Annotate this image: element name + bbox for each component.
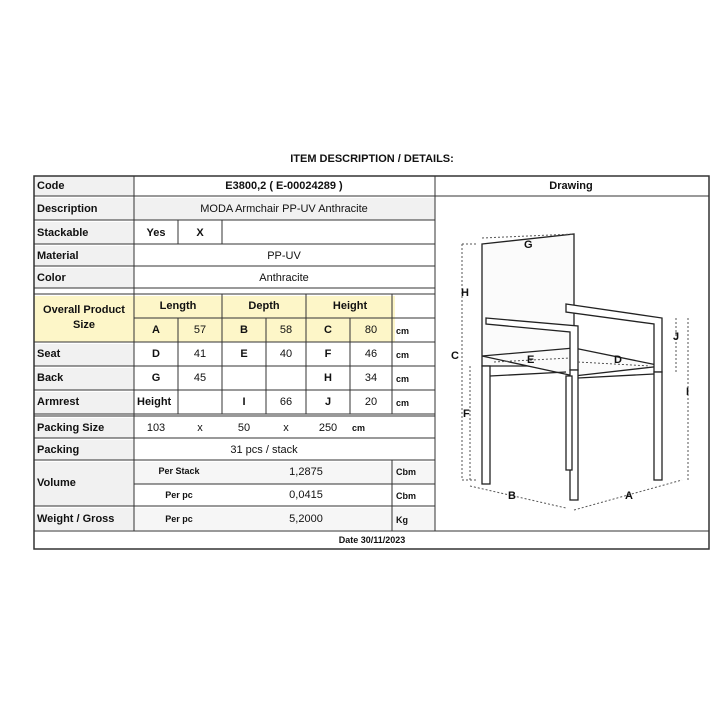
packing-size-label: Packing Size xyxy=(37,422,105,434)
dim-f-value: 46 xyxy=(364,348,378,360)
dim-d-letter: D xyxy=(152,348,160,360)
dim-b-value: 58 xyxy=(279,324,293,336)
dim-g-value: 45 xyxy=(193,372,207,384)
drawing-label-f: F xyxy=(463,408,470,420)
dim-c-letter: C xyxy=(324,324,332,336)
packing-size-height: 250 xyxy=(318,422,338,434)
dim-e-value: 40 xyxy=(279,348,293,360)
volume-per-stack-unit: Cbm xyxy=(396,467,416,477)
dim-j-letter: J xyxy=(324,396,332,408)
stackable-label: Stackable xyxy=(37,227,89,239)
drawing-label-e: E xyxy=(527,354,535,366)
drawing-label-i: I xyxy=(686,386,690,398)
dim-h-value: 34 xyxy=(364,372,378,384)
volume-per-stack-value: 1,2875 xyxy=(289,466,323,478)
volume-per-pc-unit: Cbm xyxy=(396,491,416,501)
weight-value: 5,2000 xyxy=(289,513,323,525)
packing-size-length: 103 xyxy=(146,422,166,434)
dim-j-value: 20 xyxy=(364,396,378,408)
depth-header: Depth xyxy=(248,300,280,312)
dim-i-letter: I xyxy=(242,396,246,408)
overall-label-line2: Size xyxy=(72,319,96,331)
armrest-label: Armrest xyxy=(37,396,80,408)
dim-a-letter: A xyxy=(152,324,160,336)
volume-per-pc-value: 0,0415 xyxy=(289,489,323,501)
weight-unit: Kg xyxy=(396,515,408,525)
packing-label: Packing xyxy=(37,444,80,456)
volume-per-pc-label: Per pc xyxy=(165,490,193,500)
drawing-label-c: C xyxy=(451,350,459,362)
armrest-height-label: Height xyxy=(137,396,172,408)
drawing-header: Drawing xyxy=(549,180,593,192)
dim-c-value: 80 xyxy=(364,324,378,336)
dim-d-value: 41 xyxy=(193,348,207,360)
back-unit: cm xyxy=(396,374,410,384)
material-label: Material xyxy=(37,250,79,262)
seat-unit: cm xyxy=(396,350,410,360)
drawing-label-b: B xyxy=(508,490,516,502)
volume-per-stack-label: Per Stack xyxy=(158,466,200,476)
armrest-unit: cm xyxy=(396,398,410,408)
packing-size-width: 50 xyxy=(237,422,251,434)
code-value: E3800,2 ( E-00024289 ) xyxy=(225,180,343,192)
page-title: ITEM DESCRIPTION / DETAILS: xyxy=(290,153,454,165)
packing-value: 31 pcs / stack xyxy=(230,444,298,456)
description-value: MODA Armchair PP-UV Anthracite xyxy=(200,203,368,215)
volume-label: Volume xyxy=(37,477,76,489)
drawing-label-h: H xyxy=(461,287,469,299)
stackable-yes: Yes xyxy=(146,227,166,239)
dim-g-letter: G xyxy=(151,372,161,384)
code-label: Code xyxy=(37,180,65,192)
packing-size-x2: x xyxy=(283,422,289,434)
dim-f-letter: F xyxy=(324,348,332,360)
length-header: Length xyxy=(159,300,197,312)
back-label: Back xyxy=(37,372,64,384)
dim-i-value: 66 xyxy=(279,396,293,408)
color-label: Color xyxy=(37,272,66,284)
stackable-mark: X xyxy=(196,227,204,239)
overall-label-line1: Overall Product xyxy=(43,304,125,316)
packing-size-x1: x xyxy=(197,422,203,434)
armchair-drawing xyxy=(482,234,662,500)
color-value: Anthracite xyxy=(259,272,309,284)
weight-per-pc-label: Per pc xyxy=(165,514,193,524)
drawing-label-j: J xyxy=(673,331,680,343)
material-value: PP-UV xyxy=(267,250,301,262)
dim-b-letter: B xyxy=(240,324,248,336)
dim-h-letter: H xyxy=(324,372,332,384)
overall-unit: cm xyxy=(396,326,410,336)
weight-label: Weight / Gross xyxy=(37,513,115,525)
drawing-label-a: A xyxy=(625,490,633,502)
date-footer: Date 30/11/2023 xyxy=(338,535,406,545)
description-label: Description xyxy=(37,203,98,215)
seat-label: Seat xyxy=(37,348,61,360)
drawing-label-d: D xyxy=(614,354,622,366)
dim-e-letter: E xyxy=(240,348,248,360)
height-header: Height xyxy=(332,300,368,312)
dim-a-value: 57 xyxy=(193,324,207,336)
packing-size-unit: cm xyxy=(352,423,366,433)
drawing-label-g: G xyxy=(524,239,533,251)
